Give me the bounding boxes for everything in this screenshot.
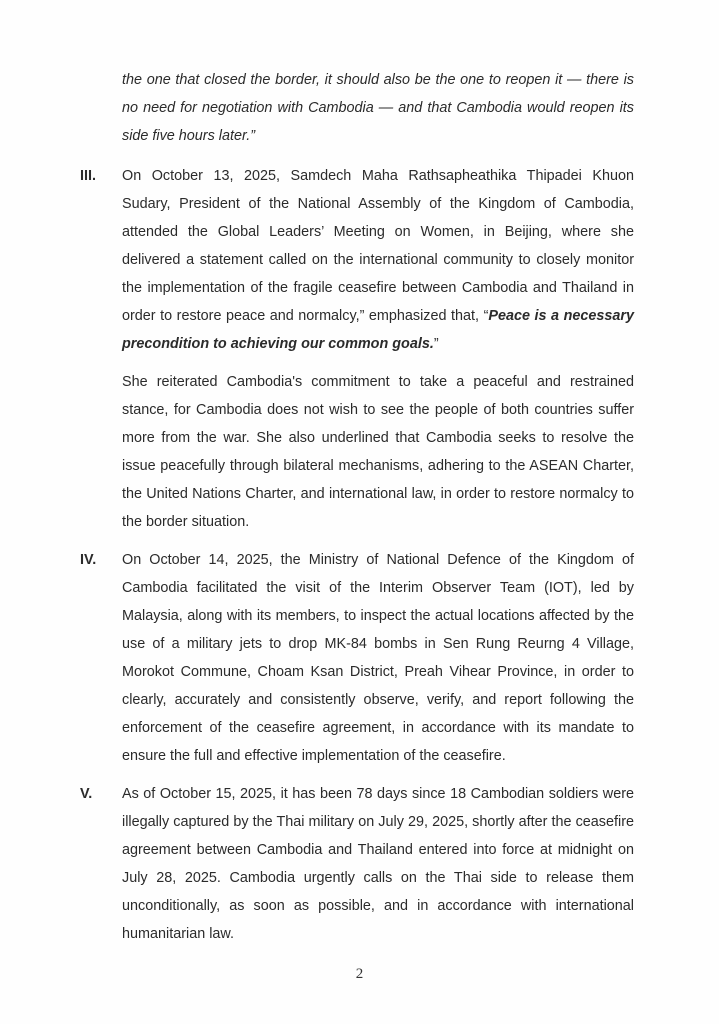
document-content: [80, 66, 634, 958]
item-paragraph-v: As of October 15, 2025, it has been 78 days since 18 Cambodian soldiers were illegally captured by the Thai military on July 29, 2025, shortly after the ceasefire agreement between Cambodia and Thailand entered into force at midnight on July 28, 2025. Cambodia urgently calls on the Thai side to release them unconditionally, as soon as possible, and in accordance with international humanitarian law.: [122, 786, 634, 942]
emphasized-quote: Peace is a necessary precondition to achieving our common goals.: [122, 308, 635, 352]
list-item-v: [80, 780, 634, 948]
text-run: On October 13, 2025, Samdech Maha Rathsapheathika Thipadei Khuon Sudary, President of the National Assembly of the Kingdom of Cambodia, attended the Global Leaders’ Meeting on Women, in Beijing, where she delivered a statement called on the international community to closely monitor the implementation of the fragile ceasefire between Cambodia and Thailand in order to restore peace and normalcy,” emphasized that, “: [122, 168, 634, 324]
item-body-iii: [122, 162, 634, 536]
page-number: 2: [355, 966, 364, 982]
item-subparagraph-iii: She reiterated Cambodia's commitment to take a peaceful and restrained stance, for Cambodia does not wish to see the people of both countries suffer more from the war. She also underlined that Cambodia seeks to resolve the issue peacefully through bilateral mechanisms, adhering to the ASEAN Charter, the United Nations Charter, and international law, in order to restore normalcy to the border situation.: [122, 374, 634, 530]
item-number-iv: IV.: [80, 552, 97, 568]
item-body-v: [122, 780, 634, 948]
quote-continuation-paragraph: the one that closed the border, it should also be the one to reopen it — there is no need for negotiation with Cambodia — and that Cambodia would reopen its side five hours later.”: [122, 72, 634, 144]
item-paragraph-iv: On October 14, 2025, the Ministry of National Defence of the Kingdom of Cambodia facilitated the visit of the Interim Observer Team (IOT), led by Malaysia, along with its members, to inspect the actual locations affected by the use of a military jets to drop MK-84 bombs in Sen Rung Reurng 4 Village, Morokot Commune, Choam Ksan District, Preah Vihear Province, in order to clearly, accurately and consistently observe, verify, and report following the enforcement of the ceasefire agreement, in accordance with its mandate to ensure the full and effective implementation of the ceasefire.: [122, 552, 634, 764]
item-number-iii: III.: [80, 168, 96, 184]
text-run: ”: [433, 336, 439, 352]
list-item-iii: [80, 162, 634, 536]
item-paragraph-iii: [122, 162, 634, 358]
item-number-v: V.: [80, 786, 93, 802]
item-body-iv: [122, 546, 634, 770]
list-item-iv: [80, 546, 634, 770]
